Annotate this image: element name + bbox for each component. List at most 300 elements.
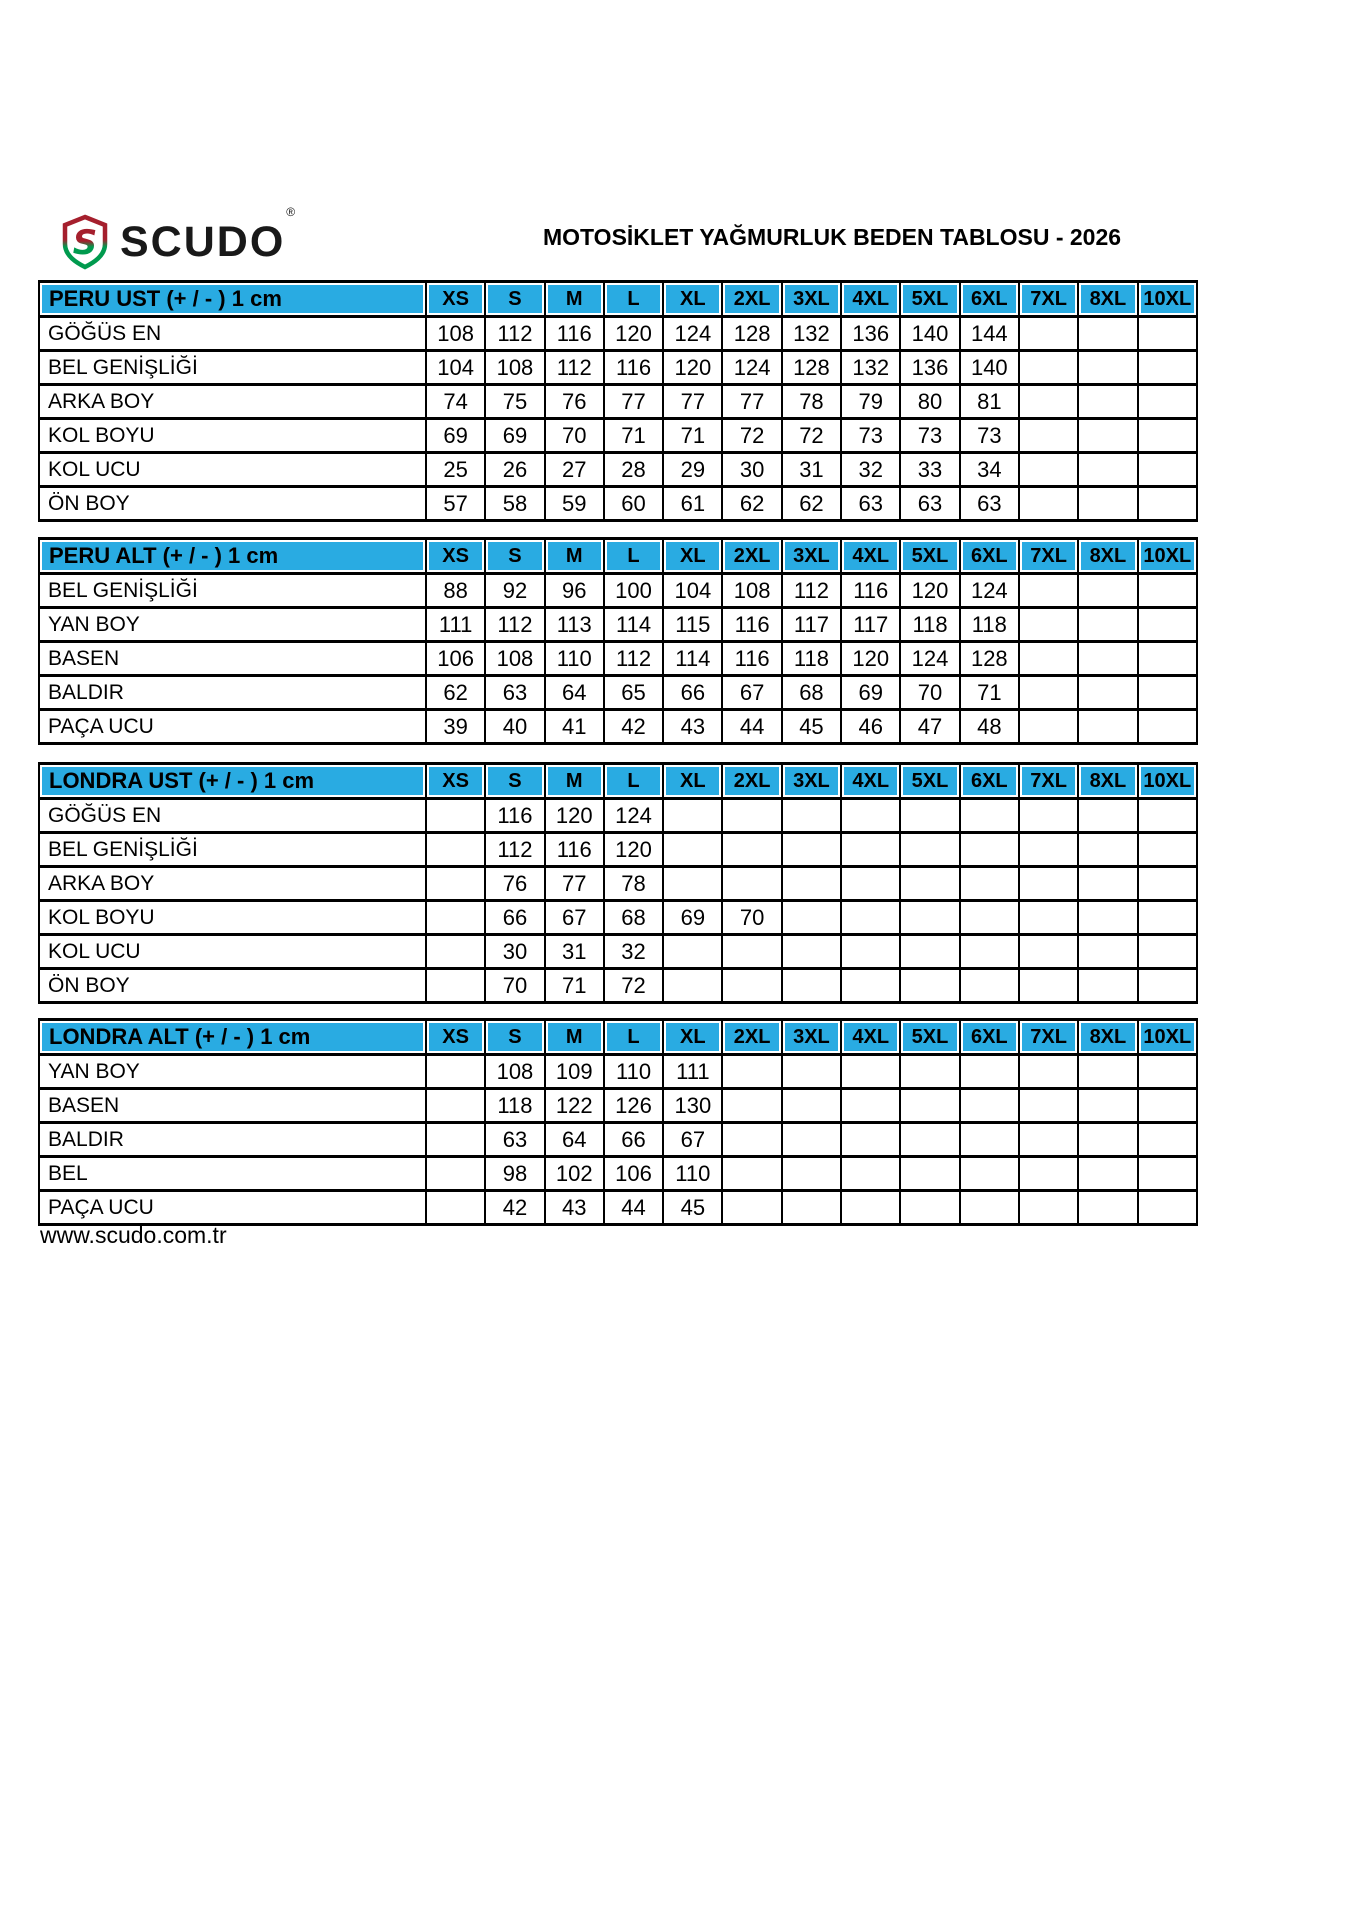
row-label-cell: GÖĞÜS EN (39, 317, 426, 351)
value-cell: 118 (900, 608, 959, 642)
value-cell: 116 (604, 351, 663, 385)
value-cell (1019, 642, 1078, 676)
value-cell: 136 (841, 317, 900, 351)
value-cell (722, 833, 781, 867)
value-cell (782, 1055, 841, 1089)
row-label-cell: BASEN (39, 1089, 426, 1123)
value-cell: 117 (782, 608, 841, 642)
value-cell (1138, 385, 1197, 419)
value-cell: 128 (960, 642, 1019, 676)
value-cell: 78 (604, 867, 663, 901)
value-cell: 98 (485, 1157, 544, 1191)
value-cell: 124 (900, 642, 959, 676)
value-cell: 70 (722, 901, 781, 935)
value-cell (841, 1191, 900, 1225)
value-cell (1078, 935, 1137, 969)
value-cell (960, 1055, 1019, 1089)
value-cell: 108 (485, 1055, 544, 1089)
value-cell: 128 (782, 351, 841, 385)
value-cell (1078, 317, 1137, 351)
value-cell (1019, 453, 1078, 487)
value-cell (900, 1089, 959, 1123)
value-cell: 140 (960, 351, 1019, 385)
column-header-cell: 6XL (960, 282, 1019, 317)
value-cell: 43 (545, 1191, 604, 1225)
row-label-cell: BASEN (39, 642, 426, 676)
table-row (39, 317, 1197, 351)
value-cell: 42 (485, 1191, 544, 1225)
value-cell (1138, 867, 1197, 901)
value-cell: 45 (782, 710, 841, 744)
value-cell (722, 799, 781, 833)
column-header-cell: 4XL (841, 282, 900, 317)
brand-logo (60, 204, 296, 270)
value-cell: 88 (426, 574, 485, 608)
value-cell: 25 (426, 453, 485, 487)
value-cell: 92 (485, 574, 544, 608)
column-header-cell: XL (663, 539, 722, 574)
value-cell: 81 (960, 385, 1019, 419)
value-cell (1078, 710, 1137, 744)
value-cell (426, 867, 485, 901)
value-cell: 72 (782, 419, 841, 453)
row-label-cell: KOL UCU (39, 453, 426, 487)
value-cell (426, 935, 485, 969)
table-row (39, 1089, 1197, 1123)
column-header-cell: L (604, 539, 663, 574)
value-cell: 120 (545, 799, 604, 833)
value-cell (663, 969, 722, 1003)
table-header-row (39, 539, 1197, 574)
value-cell: 47 (900, 710, 959, 744)
value-cell (841, 833, 900, 867)
column-header-cell: 7XL (1019, 1020, 1078, 1055)
value-cell (1078, 385, 1137, 419)
value-cell: 73 (900, 419, 959, 453)
value-cell: 112 (604, 642, 663, 676)
value-cell (782, 833, 841, 867)
value-cell (426, 833, 485, 867)
value-cell: 76 (485, 867, 544, 901)
table-title-cell: PERU ALT (+ / - ) 1 cm (39, 539, 426, 574)
value-cell: 63 (841, 487, 900, 521)
table-header-row (39, 764, 1197, 799)
table-header-row (39, 1020, 1197, 1055)
row-label-cell: KOL BOYU (39, 419, 426, 453)
value-cell (1078, 419, 1137, 453)
table-row (39, 710, 1197, 744)
value-cell (1078, 901, 1137, 935)
column-header-cell: XL (663, 764, 722, 799)
value-cell (1019, 1123, 1078, 1157)
row-label-cell: YAN BOY (39, 608, 426, 642)
value-cell: 136 (900, 351, 959, 385)
table-row (39, 419, 1197, 453)
value-cell (1078, 1123, 1137, 1157)
table-row (39, 642, 1197, 676)
value-cell (841, 867, 900, 901)
value-cell (782, 935, 841, 969)
value-cell: 124 (604, 799, 663, 833)
value-cell (722, 1089, 781, 1123)
table-row (39, 969, 1197, 1003)
value-cell (1138, 969, 1197, 1003)
value-cell (1078, 799, 1137, 833)
table-row (39, 935, 1197, 969)
value-cell: 114 (663, 642, 722, 676)
value-cell: 69 (841, 676, 900, 710)
value-cell: 30 (722, 453, 781, 487)
value-cell: 108 (426, 317, 485, 351)
value-cell: 110 (663, 1157, 722, 1191)
value-cell (960, 1123, 1019, 1157)
value-cell: 120 (604, 317, 663, 351)
column-header-cell: 8XL (1078, 764, 1137, 799)
column-header-cell: XS (426, 282, 485, 317)
column-header-cell: L (604, 1020, 663, 1055)
column-header-cell: 10XL (1138, 1020, 1197, 1055)
value-cell: 100 (604, 574, 663, 608)
value-cell: 102 (545, 1157, 604, 1191)
value-cell: 65 (604, 676, 663, 710)
value-cell: 74 (426, 385, 485, 419)
value-cell: 26 (485, 453, 544, 487)
value-cell (960, 1191, 1019, 1225)
value-cell (722, 1191, 781, 1225)
column-header-cell: 6XL (960, 1020, 1019, 1055)
value-cell (1078, 1157, 1137, 1191)
value-cell (1078, 574, 1137, 608)
table-row (39, 867, 1197, 901)
value-cell: 70 (900, 676, 959, 710)
value-cell: 68 (604, 901, 663, 935)
value-cell (841, 1089, 900, 1123)
column-header-cell: M (545, 539, 604, 574)
value-cell (1019, 1191, 1078, 1225)
value-cell: 71 (545, 969, 604, 1003)
value-cell (841, 1055, 900, 1089)
value-cell: 111 (426, 608, 485, 642)
value-cell: 118 (782, 642, 841, 676)
value-cell (1019, 385, 1078, 419)
value-cell (1078, 453, 1137, 487)
value-cell (1019, 608, 1078, 642)
value-cell: 124 (722, 351, 781, 385)
value-cell: 112 (782, 574, 841, 608)
value-cell: 110 (545, 642, 604, 676)
column-header-cell: 8XL (1078, 539, 1137, 574)
value-cell (1138, 608, 1197, 642)
value-cell (1019, 317, 1078, 351)
value-cell (722, 867, 781, 901)
value-cell (782, 1089, 841, 1123)
column-header-cell: 5XL (900, 282, 959, 317)
value-cell (1078, 487, 1137, 521)
value-cell: 60 (604, 487, 663, 521)
column-header-cell: 7XL (1019, 282, 1078, 317)
value-cell: 120 (900, 574, 959, 608)
value-cell (1138, 574, 1197, 608)
value-cell: 118 (485, 1089, 544, 1123)
size-table-londra-alt (38, 1018, 1198, 1226)
value-cell (1138, 317, 1197, 351)
value-cell (1138, 351, 1197, 385)
column-header-cell: M (545, 282, 604, 317)
table-title-cell: PERU UST (+ / - ) 1 cm (39, 282, 426, 317)
value-cell (841, 969, 900, 1003)
svg-text:S: S (72, 223, 98, 263)
value-cell (1138, 487, 1197, 521)
value-cell: 124 (663, 317, 722, 351)
value-cell: 43 (663, 710, 722, 744)
value-cell: 48 (960, 710, 1019, 744)
value-cell: 63 (900, 487, 959, 521)
value-cell (426, 1089, 485, 1123)
value-cell (1019, 710, 1078, 744)
value-cell: 77 (663, 385, 722, 419)
value-cell (1138, 833, 1197, 867)
value-cell (900, 1055, 959, 1089)
column-header-cell: 8XL (1078, 1020, 1137, 1055)
column-header-cell: S (485, 282, 544, 317)
value-cell (900, 833, 959, 867)
table-title-cell: LONDRA ALT (+ / - ) 1 cm (39, 1020, 426, 1055)
value-cell (900, 1191, 959, 1225)
value-cell (1138, 799, 1197, 833)
page-title: MOTOSİKLET YAĞMURLUK BEDEN TABLOSU - 2026 (543, 224, 1122, 250)
value-cell (782, 1157, 841, 1191)
value-cell (1019, 676, 1078, 710)
value-cell (1019, 574, 1078, 608)
value-cell: 27 (545, 453, 604, 487)
value-cell: 32 (604, 935, 663, 969)
value-cell (1078, 642, 1137, 676)
column-header-cell: 4XL (841, 764, 900, 799)
value-cell: 96 (545, 574, 604, 608)
value-cell (722, 935, 781, 969)
value-cell: 45 (663, 1191, 722, 1225)
value-cell (1019, 419, 1078, 453)
value-cell (1019, 487, 1078, 521)
value-cell: 46 (841, 710, 900, 744)
value-cell: 69 (663, 901, 722, 935)
value-cell: 71 (604, 419, 663, 453)
size-table-peru-alt (38, 537, 1198, 745)
value-cell (900, 867, 959, 901)
value-cell: 44 (604, 1191, 663, 1225)
value-cell: 108 (485, 642, 544, 676)
value-cell (1019, 1157, 1078, 1191)
column-header-cell: XL (663, 1020, 722, 1055)
value-cell (1019, 867, 1078, 901)
value-cell: 67 (545, 901, 604, 935)
value-cell (1138, 1055, 1197, 1089)
value-cell (1078, 833, 1137, 867)
value-cell (1138, 1191, 1197, 1225)
value-cell: 41 (545, 710, 604, 744)
value-cell: 104 (663, 574, 722, 608)
value-cell: 140 (900, 317, 959, 351)
column-header-cell: S (485, 539, 544, 574)
value-cell: 64 (545, 676, 604, 710)
column-header-cell: 10XL (1138, 539, 1197, 574)
value-cell (1019, 969, 1078, 1003)
value-cell (1019, 799, 1078, 833)
value-cell: 115 (663, 608, 722, 642)
value-cell (663, 935, 722, 969)
value-cell (841, 901, 900, 935)
column-header-cell: M (545, 1020, 604, 1055)
value-cell: 28 (604, 453, 663, 487)
value-cell: 62 (426, 676, 485, 710)
value-cell: 58 (485, 487, 544, 521)
value-cell (1078, 1191, 1137, 1225)
row-label-cell: KOL UCU (39, 935, 426, 969)
value-cell (1078, 676, 1137, 710)
value-cell (1078, 867, 1137, 901)
value-cell: 109 (545, 1055, 604, 1089)
value-cell (426, 1055, 485, 1089)
value-cell: 61 (663, 487, 722, 521)
column-header-cell: 2XL (722, 764, 781, 799)
row-label-cell: BEL GENİŞLİĞİ (39, 833, 426, 867)
column-header-cell: 2XL (722, 282, 781, 317)
column-header-cell: XS (426, 764, 485, 799)
value-cell: 77 (722, 385, 781, 419)
value-cell (1078, 608, 1137, 642)
table-row (39, 1191, 1197, 1225)
value-cell: 124 (960, 574, 1019, 608)
value-cell: 77 (545, 867, 604, 901)
value-cell (782, 1191, 841, 1225)
value-cell (1019, 901, 1078, 935)
value-cell (960, 833, 1019, 867)
row-label-cell: YAN BOY (39, 1055, 426, 1089)
value-cell: 116 (485, 799, 544, 833)
value-cell (426, 1191, 485, 1225)
value-cell (426, 1123, 485, 1157)
value-cell: 70 (545, 419, 604, 453)
value-cell: 116 (545, 833, 604, 867)
column-header-cell: 2XL (722, 539, 781, 574)
value-cell (841, 1157, 900, 1191)
table-row (39, 901, 1197, 935)
value-cell: 77 (604, 385, 663, 419)
value-cell (960, 901, 1019, 935)
value-cell: 104 (426, 351, 485, 385)
value-cell: 112 (485, 833, 544, 867)
row-label-cell: ARKA BOY (39, 867, 426, 901)
table-row (39, 1157, 1197, 1191)
value-cell (426, 1157, 485, 1191)
column-header-cell: M (545, 764, 604, 799)
value-cell: 128 (722, 317, 781, 351)
table-row (39, 833, 1197, 867)
value-cell: 71 (960, 676, 1019, 710)
value-cell: 62 (722, 487, 781, 521)
website-url: www.scudo.com.tr (40, 1222, 227, 1248)
value-cell (1138, 710, 1197, 744)
value-cell (782, 1123, 841, 1157)
value-cell (900, 1157, 959, 1191)
scudo-shield-icon (60, 214, 110, 270)
value-cell: 80 (900, 385, 959, 419)
value-cell (900, 935, 959, 969)
value-cell: 117 (841, 608, 900, 642)
value-cell (960, 799, 1019, 833)
value-cell: 130 (663, 1089, 722, 1123)
value-cell: 71 (663, 419, 722, 453)
value-cell: 44 (722, 710, 781, 744)
column-header-cell: XS (426, 1020, 485, 1055)
value-cell: 110 (604, 1055, 663, 1089)
row-label-cell: BALDIR (39, 676, 426, 710)
value-cell (900, 799, 959, 833)
value-cell (782, 867, 841, 901)
value-cell (1078, 351, 1137, 385)
value-cell: 118 (960, 608, 1019, 642)
value-cell: 39 (426, 710, 485, 744)
value-cell (841, 1123, 900, 1157)
value-cell (722, 1157, 781, 1191)
value-cell: 33 (900, 453, 959, 487)
column-header-cell: 10XL (1138, 764, 1197, 799)
column-header-cell: 7XL (1019, 539, 1078, 574)
column-header-cell: 3XL (782, 539, 841, 574)
value-cell: 69 (426, 419, 485, 453)
value-cell (900, 969, 959, 1003)
value-cell: 70 (485, 969, 544, 1003)
value-cell: 76 (545, 385, 604, 419)
column-header-cell: 5XL (900, 539, 959, 574)
value-cell (1138, 901, 1197, 935)
value-cell: 29 (663, 453, 722, 487)
value-cell: 72 (722, 419, 781, 453)
column-header-cell: 10XL (1138, 282, 1197, 317)
value-cell: 106 (426, 642, 485, 676)
value-cell (900, 901, 959, 935)
table-row (39, 487, 1197, 521)
value-cell: 66 (485, 901, 544, 935)
column-header-cell: L (604, 282, 663, 317)
column-header-cell: 7XL (1019, 764, 1078, 799)
value-cell (960, 867, 1019, 901)
row-label-cell: BEL GENİŞLİĞİ (39, 574, 426, 608)
value-cell: 108 (485, 351, 544, 385)
value-cell (663, 799, 722, 833)
value-cell: 34 (960, 453, 1019, 487)
column-header-cell: 6XL (960, 764, 1019, 799)
value-cell (1138, 676, 1197, 710)
value-cell (722, 1055, 781, 1089)
value-cell: 79 (841, 385, 900, 419)
registered-mark: ® (286, 204, 296, 219)
value-cell: 73 (841, 419, 900, 453)
column-header-cell: S (485, 1020, 544, 1055)
value-cell: 64 (545, 1123, 604, 1157)
value-cell: 63 (960, 487, 1019, 521)
column-header-cell: XL (663, 282, 722, 317)
value-cell (960, 1157, 1019, 1191)
column-header-cell: 3XL (782, 764, 841, 799)
value-cell (663, 833, 722, 867)
value-cell: 106 (604, 1157, 663, 1191)
value-cell: 116 (545, 317, 604, 351)
value-cell (1138, 453, 1197, 487)
value-cell (722, 1123, 781, 1157)
value-cell: 31 (545, 935, 604, 969)
value-cell: 132 (782, 317, 841, 351)
